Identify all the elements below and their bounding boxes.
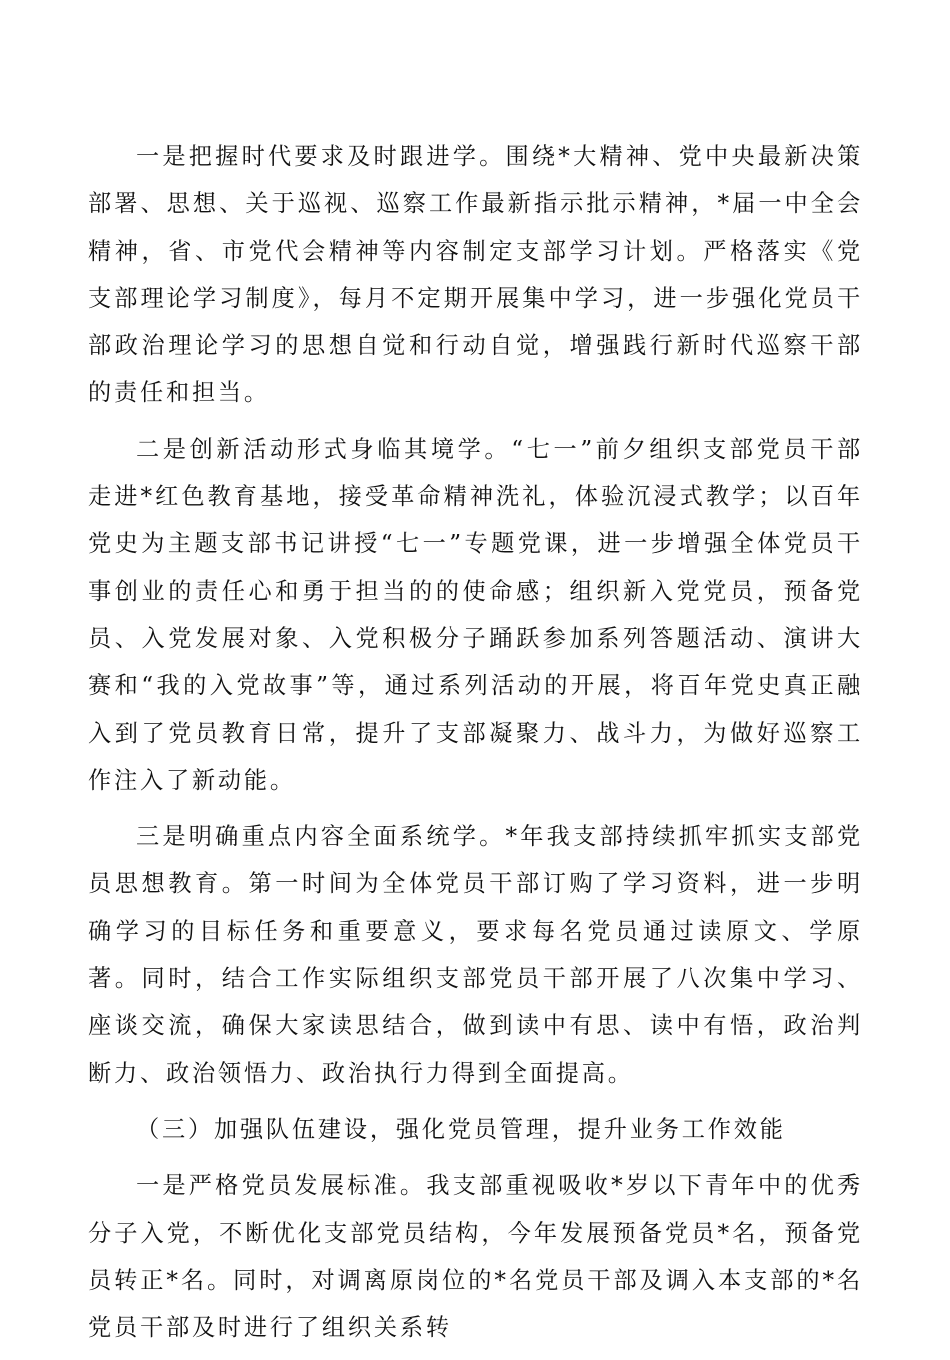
paragraph-member-development: 一是严格党员发展标准。我支部重视吸收*岁以下青年中的优秀分子入党，不断优化支部党员结构，今年发展预备党员*名，预备党员转正*名。同时，对调离原岗位的*名党员干部及调入本支部的*名党员干部及时进行了组织关系转 [88,1172,863,1342]
paragraph-study-timely: 一是把握时代要求及时跟进学。围绕*大精神、党中央最新决策部署、思想、关于巡视、巡察工作最新指示批示精神，*届一中全会精神，省、市党代会精神等内容制定支部学习计划。严格落实《党支部理论学习制度》，每月不定期开展集中学习，进一步强化党员干部政治理论学习的思想自觉和行动自觉，增强践行新时代巡察干部的责任和担当。 [88,143,863,407]
paragraph-study-innovative: 二是创新活动形式身临其境学。“七一”前夕组织支部党员干部走进*红色教育基地，接受革命精神洗礼，体验沉浸式教学；以百年党史为主题支部书记讲授“七一”专题党课，进一步增强全体党员干事创业的责任心和勇于担当的的使命感；组织新入党党员，预备党员、入党发展对象、入党积极分子踊跃参加系列答题活动、演讲大赛和“我的入党故事”等，通过系列活动的开展，将百年党史真正融入到了党员教育日常，提升了支部凝聚力、战斗力，为做好巡察工作注入了新动能。 [88,435,863,794]
section-heading: （三）加强队伍建设，强化党员管理，提升业务工作效能 [136,1115,786,1143]
paragraph-study-systematic: 三是明确重点内容全面系统学。*年我支部持续抓牢抓实支部党员思想教育。第一时间为全体党员干部订购了学习资料，进一步明确学习的目标任务和重要意义，要求每名党员通过读原文、学原著。同时，结合工作实际组织支部党员干部开展了八次集中学习、座谈交流，确保大家读思结合，做到读中有思、读中有悟，政治判断力、政治领悟力、政治执行力得到全面提高。 [88,823,863,1087]
document-body [88,133,863,1360]
